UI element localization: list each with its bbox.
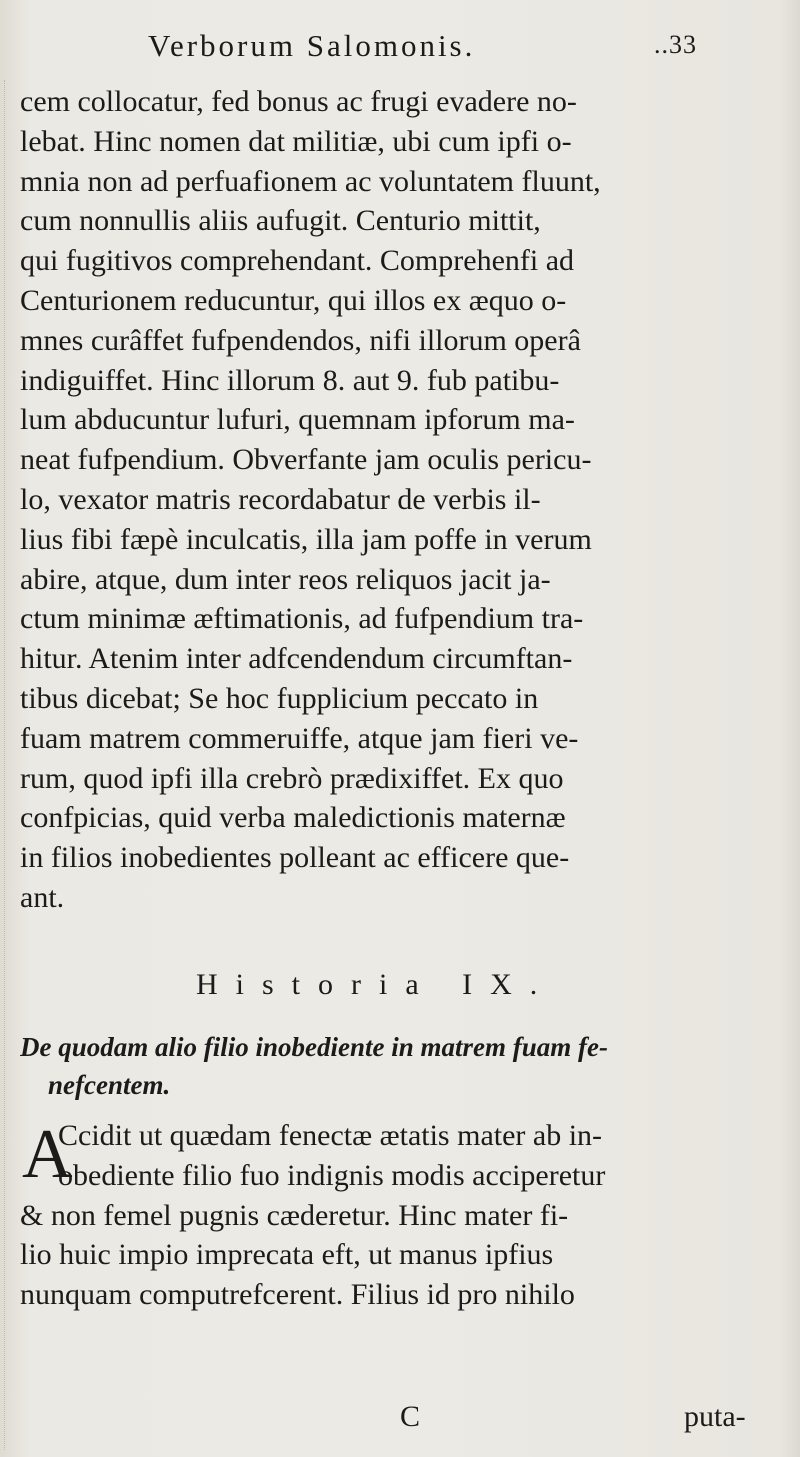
subtitle-line: nefcentem. xyxy=(48,1070,171,1100)
drop-cap: A xyxy=(22,1116,73,1193)
text-line: lum abducuntur lufuri, quemnam ipforum ma- xyxy=(20,403,575,437)
text-line: ctum minimæ æftimationis, ad fufpendium tra- xyxy=(20,602,584,636)
text-line: & non femel pugnis cæderetur. Hinc mater fi- xyxy=(20,1198,569,1232)
text-line: tibus dicebat; Se hoc fupplicium peccato in xyxy=(20,681,539,715)
section-heading: Historia IX. xyxy=(196,968,556,1001)
gutter-edge xyxy=(4,80,11,1450)
text-line: fuam matrem commeruiffe, atque jam fieri ve- xyxy=(20,721,579,755)
text-line: rum, quod ipfi illa crebrò prædixiffet. Ex quo xyxy=(20,761,564,795)
text-line: hitur. Atenim inter adfcendendum circumftan- xyxy=(20,642,573,676)
text-line: qui fugitivos comprehendant. Comprehenfi ad xyxy=(20,244,575,278)
signature-mark: C xyxy=(400,1400,421,1433)
text-line: neat fufpendium. Obverfante jam oculis pericu- xyxy=(20,443,592,477)
catchword: puta- xyxy=(684,1400,746,1433)
text-line: lebat. Hinc nomen dat militiæ, ubi cum ipfi o- xyxy=(20,124,572,158)
running-head-title: Verborum Salomonis. xyxy=(148,28,476,63)
text-line: lius fibi fæpè inculcatis, illa jam poffe in verum xyxy=(20,522,592,556)
text-line: cem collocatur, fed bonus ac frugi evadere no- xyxy=(20,85,577,118)
section-subtitle xyxy=(20,1028,780,1104)
text-line: mnes curâffet fufpendendos, nifi illorum operâ xyxy=(20,323,581,357)
page-number: ..33 xyxy=(654,30,697,59)
text-line: Centurionem reducuntur, qui illos ex æquo o- xyxy=(20,283,567,317)
text-line: lo, vexator matris recordabatur de verbis il- xyxy=(20,482,541,516)
text-line: ant. xyxy=(20,880,65,914)
page-footer xyxy=(20,1400,780,1440)
text-line: cum nonnullis aliis aufugit. Centurio mittit, xyxy=(20,204,541,238)
running-head xyxy=(148,28,788,68)
text-line: confpicias, quid verba maledictionis maternæ xyxy=(20,801,566,835)
text-line: obediente filio fuo indignis modis acciperetur xyxy=(58,1158,606,1192)
text-line: nunquam computrefcerent. Filius id pro nihilo xyxy=(20,1278,575,1312)
text-line: abire, atque, dum inter reos reliquos jacit ja- xyxy=(20,562,551,596)
text-line: lio huic impio imprecata eft, ut manus ipfius xyxy=(20,1238,554,1272)
text-line: in filios inobedientes polleant ac efficere que- xyxy=(20,841,570,875)
text-line: Ccidit ut quædam fenectæ ætatis mater ab in- xyxy=(58,1119,603,1152)
body-text xyxy=(20,82,780,918)
text-line: mnia non ad perfuafionem ac voluntatem fluunt, xyxy=(20,164,601,198)
story-text xyxy=(20,1116,780,1315)
subtitle-line: De quodam alio filio inobediente in matrem fuam fe- xyxy=(20,1032,608,1062)
text-line: indiguiffet. Hinc illorum 8. aut 9. fub patibu- xyxy=(20,363,560,397)
